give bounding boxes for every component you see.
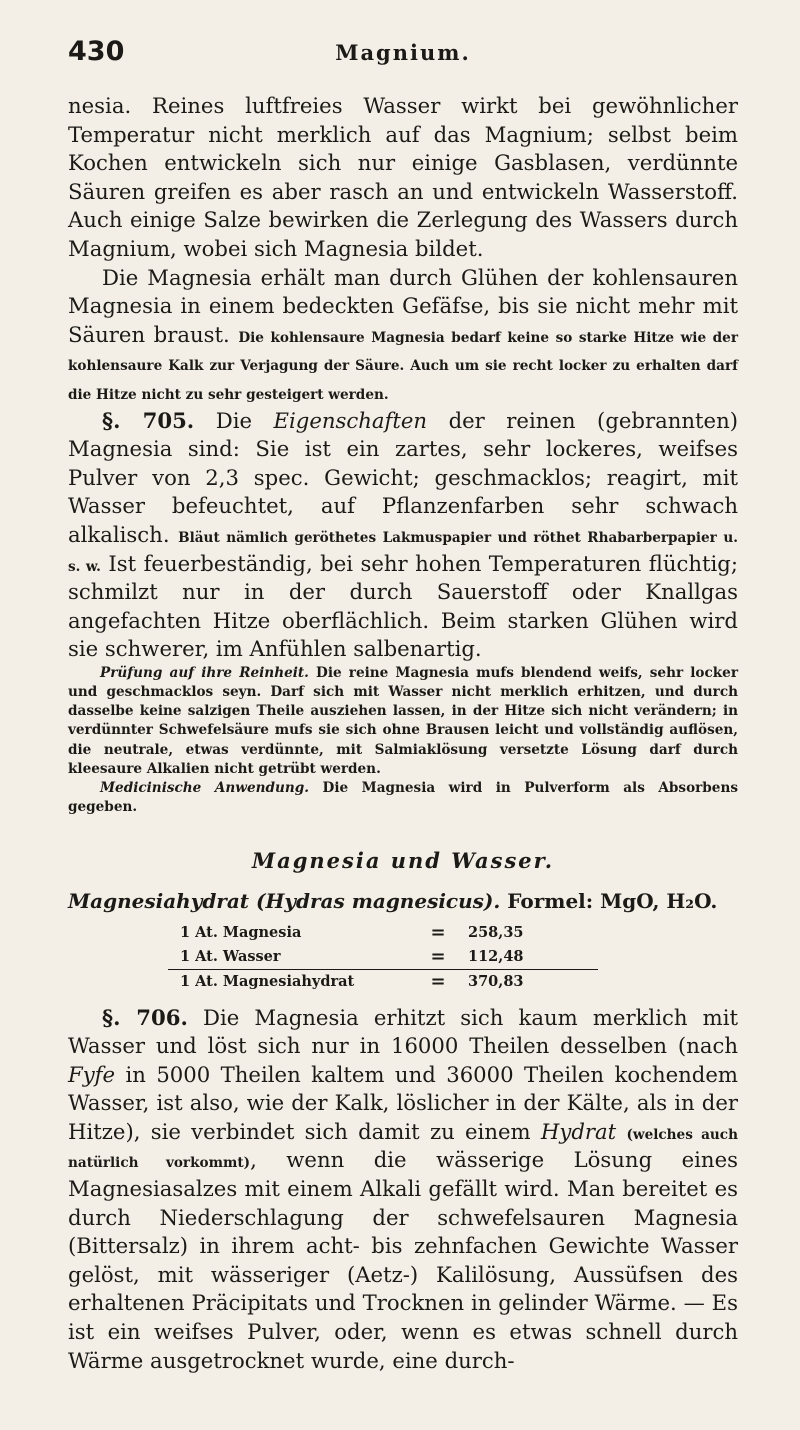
hydrat-line xyxy=(68,887,738,915)
section-706-text-2: in 5000 Theilen kaltem und 36000 Theilen kochendem Wasser, ist also, wie der Kalk, löslicher in der Kälte, als in der Hitze), sie verbindet sich damit zu einem xyxy=(68,1061,738,1144)
row-label: 1 At. Magnesiahydrat xyxy=(180,973,355,990)
pruefung-label: Prüfung auf ihre Reinheit. xyxy=(100,664,309,681)
hydrat-formula: Formel: MgO, H₂O. xyxy=(507,888,718,913)
table-row xyxy=(68,921,738,945)
section-number-706: §. 706. xyxy=(102,1004,188,1030)
running-title: Magnium. xyxy=(335,40,471,65)
medicin-text: Die Magnesia wird in Pulverform als Absorbens gegeben. xyxy=(68,780,738,816)
section-705-note: Bläut nämlich geröthetes Lakmuspapier und röthet Rhabarberpapier u. s. w. xyxy=(68,529,738,575)
page-body xyxy=(68,92,738,1375)
section-705-italic: Eigenschaften xyxy=(273,407,428,433)
row-equals: = xyxy=(430,946,446,967)
row-value: 258,35 xyxy=(468,924,524,941)
section-705 xyxy=(68,407,738,664)
preparation-note: Die kohlensaure Magnesia bedarf keine so starke Hitze wie der kohlensaure Kalk zur Verjagung der Säure. Auch um sie recht locker zu erhalten darf die Hitze nicht zu sehr gesteigert werden. xyxy=(68,329,738,403)
section-number-705: §. 705. xyxy=(102,407,195,433)
composition-table xyxy=(68,921,738,994)
row-value: 370,83 xyxy=(468,973,524,990)
table-row xyxy=(68,970,738,994)
row-label: 1 At. Magnesia xyxy=(180,924,302,941)
section-705-text: der reinen (gebrannten) Magnesia sind: Sie ist ein zartes, sehr lockeres, weifses Pulver von 2,3 spec. Gewicht; geschmacklos; reagirt, mit Wasser befeuchtet, auf Pflanzenfarben sehr schwach alkalisch. xyxy=(68,407,739,547)
paragraph-medicinische-anwendung xyxy=(68,779,738,817)
section-706 xyxy=(68,1004,738,1376)
paragraph-pruefung xyxy=(68,664,738,779)
pruefung-text: Die reine Magnesia mufs blendend weifs, sehr locker und geschmacklos seyn. Darf sich mit Wasser nicht merklich erhitzen, und durch dasselbe keine salzigen Theile ausziehen lassen, in der Hitze sich nicht verändern; in verdünnter Schwefelsäure mufs sie sich ohne Brausen leicht und vollständig auflösen, die neutrale, etwas verdünnte, mit Salmiaklösung versetzte Lösung darf durch kleesaure Alkalien nicht getrübt werden. xyxy=(68,664,738,777)
medicin-label: Medicinische Anwendung. xyxy=(100,780,310,797)
section-706-note: (welches auch natürlich vorkommt) xyxy=(68,1126,738,1172)
table-row xyxy=(68,945,738,969)
page-header xyxy=(68,36,738,76)
section-705-lead: Die xyxy=(215,407,253,433)
paragraph-magnesia-preparation xyxy=(68,264,738,407)
page-number: 430 xyxy=(68,36,125,67)
paragraph-continued: nesia. Reines luftfreies Wasser wirkt bei gewöhnlicher Temperatur nicht merklich auf das Magnium; selbst beim Kochen entwickeln sich nur einige Gasblasen, verdünnte Säuren greifen es aber rasch an und entwickeln Wasserstoff. Auch einige Salze bewirken die Zerlegung des Wassers durch Magnium, wobei sich Magnesia bildet. xyxy=(68,93,738,261)
author-fyfe: Fyfe xyxy=(68,1061,116,1087)
hydrat-name: Magnesiahydrat (Hydras magnesicus). xyxy=(68,888,501,913)
term-hydrat: Hydrat xyxy=(540,1118,617,1144)
row-equals: = xyxy=(430,922,446,943)
row-value: 112,48 xyxy=(468,948,524,965)
row-equals: = xyxy=(430,971,446,992)
section-heading: Magnesia und Wasser. xyxy=(251,847,555,873)
preparation-text: Die Magnesia erhält man durch Glühen der kohlensauren Magnesia in einem bedeckten Gefäfse, bis sie nicht mehr mit Säuren braust. xyxy=(68,264,738,347)
section-706-text-3: , wenn die wässerige Lösung eines Magnesiasalzes mit einem Alkali gefällt wird. Man bereitet es durch Niederschlagung der schwefelsauren Magnesia (Bittersalz) in ihrem acht- bis zehnfachen Gewichte Wasser gelöst, mit wässeriger (Aetz-) Kalilösung, Aussüfsen des erhaltenen Präcipitats und Trocknen in gelinder Wärme. — Es ist ein weifses Pulver, oder, wenn es etwas schnell durch Wärme ausgetrocknet wurde, eine durch- xyxy=(68,1147,738,1373)
row-label: 1 At. Wasser xyxy=(180,948,281,965)
section-706-text: Die Magnesia erhitzt sich kaum merklich mit Wasser und löst sich nur in 16000 Theilen desselben (nach xyxy=(68,1004,738,1059)
section-705-text-2: Ist feuerbeständig, bei sehr hohen Temperaturen flüchtig; schmilzt nur in der durch Sauerstoff oder Knallgas angefachten Hitze oberflächlich. Beim starken Glühen wird sie schwerer, im Anfühlen salbenartig. xyxy=(68,550,738,662)
